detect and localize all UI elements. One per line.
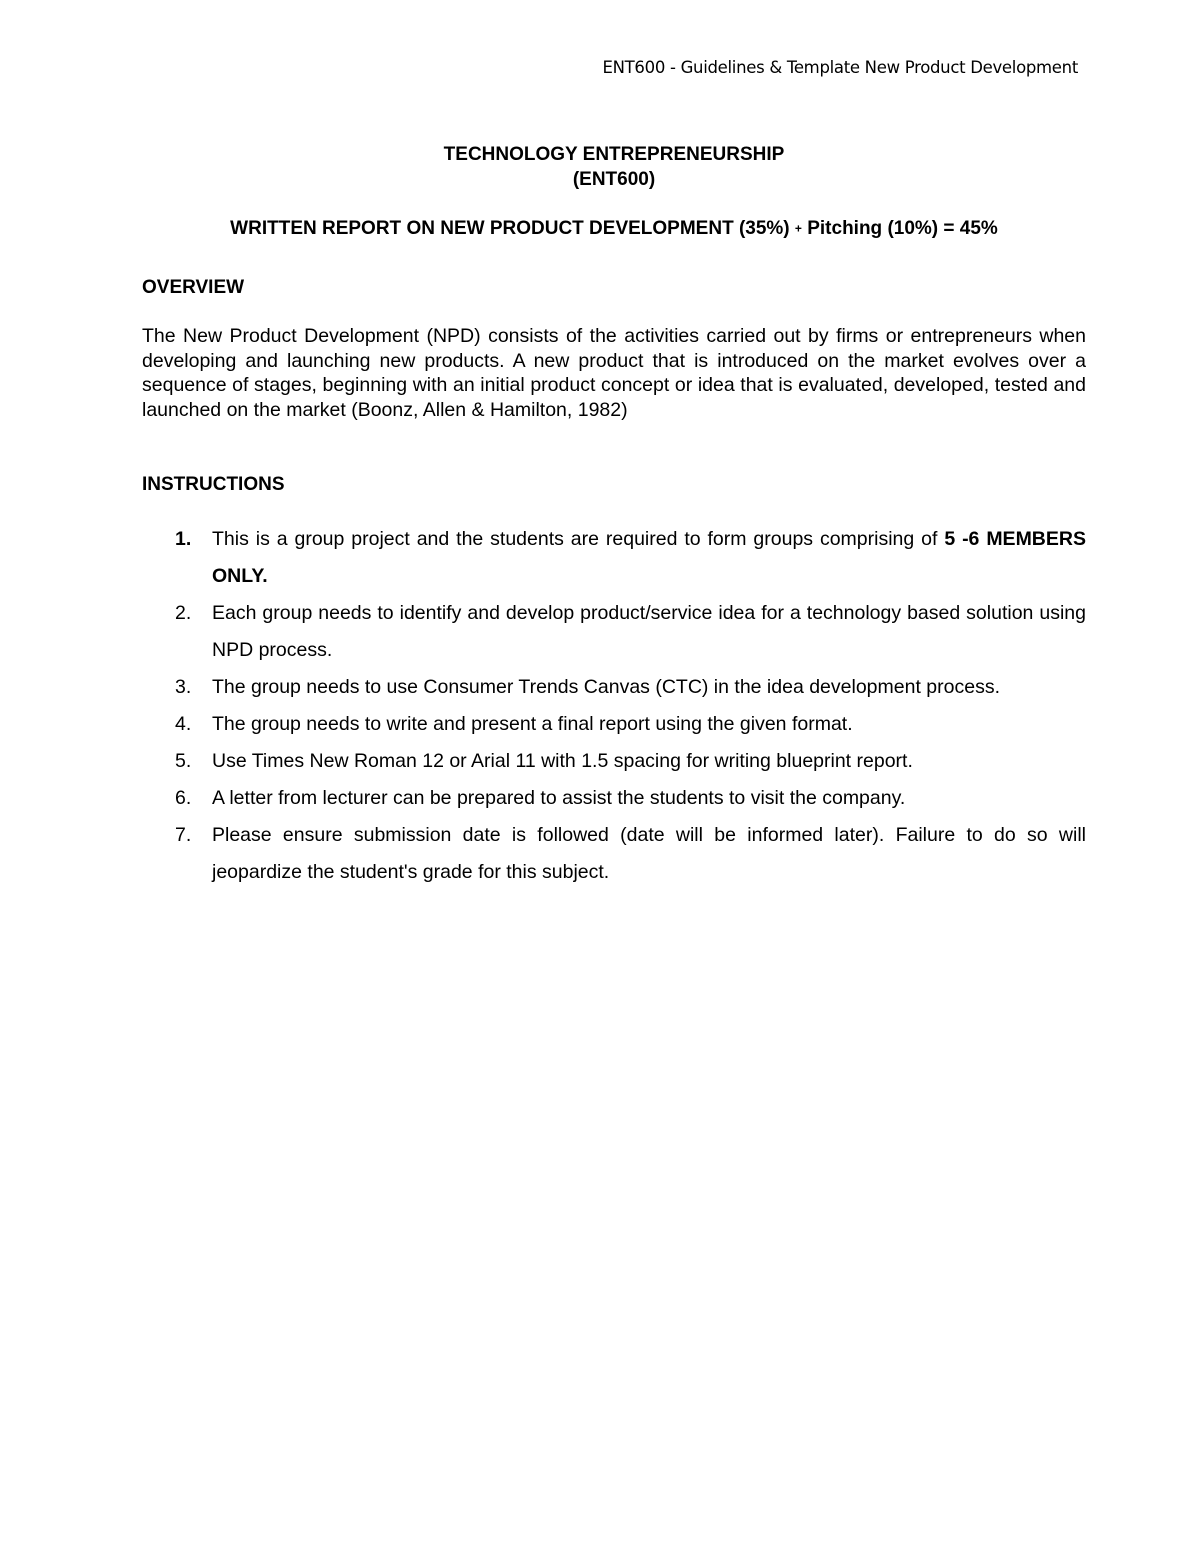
document-body [142, 142, 1086, 891]
overview-heading: OVERVIEW [142, 277, 245, 299]
instruction-item-7 [142, 817, 1086, 891]
instruction-number: 7. [175, 824, 192, 847]
instruction-number: 6. [175, 787, 192, 810]
instruction-item-1 [142, 521, 1086, 595]
assignment-heading [142, 216, 1086, 241]
course-code: (ENT600) [572, 169, 656, 190]
instruction-text: A letter from lecturer can be prepared to assist the students to visit the company. [212, 787, 906, 810]
course-title: TECHNOLOGY ENTREPRENEURSHIP [443, 144, 785, 165]
instruction-number: 1. [175, 528, 192, 551]
overview-paragraph: The New Product Development (NPD) consists of the activities carried out by firms or entrepreneurs when developing and launching new products. A new product that is introduced on the market evolves over a sequence of stages, beginning with an initial product concept or idea that is evaluated, developed, tested and launched on the market (Boonz, Allen & Hamilton, 1982) [142, 325, 1086, 421]
instruction-emphasis: 5 -6 MEMBERS ONLY. [212, 528, 1086, 588]
instruction-item-3 [142, 669, 1086, 706]
assignment-heading-plus: + [794, 221, 802, 236]
instruction-text: Each group needs to identify and develop product/service idea for a technology based solution using NPD process. [212, 602, 1086, 662]
assignment-heading-part2: Pitching (10%) = 45% [807, 218, 998, 239]
instruction-number: 4. [175, 713, 192, 736]
instruction-number: 5. [175, 750, 192, 773]
instruction-text: Use Times New Roman 12 or Arial 11 with 1.5 spacing for writing blueprint report. [212, 750, 913, 773]
running-header: ENT600 - Guidelines & Template New Product Development [602, 58, 1078, 77]
instruction-item-4 [142, 706, 1086, 743]
instruction-text: Please ensure submission date is followed (date will be informed later). Failure to do so will jeopardize the student's grade for this subject. [212, 824, 1086, 884]
instruction-item-5 [142, 743, 1086, 780]
instruction-number: 3. [175, 676, 192, 699]
instructions-list [142, 521, 1086, 891]
instruction-text: This is a group project and the students are required to form groups comprising of [212, 528, 945, 551]
instruction-number: 2. [175, 602, 192, 625]
instructions-heading: INSTRUCTIONS [142, 474, 285, 496]
instruction-text: The group needs to write and present a final report using the given format. [212, 713, 853, 736]
assignment-heading-part1: WRITTEN REPORT ON NEW PRODUCT DEVELOPMENT (35%) [230, 218, 790, 239]
instruction-item-6 [142, 780, 1086, 817]
instruction-item-2 [142, 595, 1086, 669]
instruction-text: The group needs to use Consumer Trends Canvas (CTC) in the idea development process. [212, 676, 1000, 699]
